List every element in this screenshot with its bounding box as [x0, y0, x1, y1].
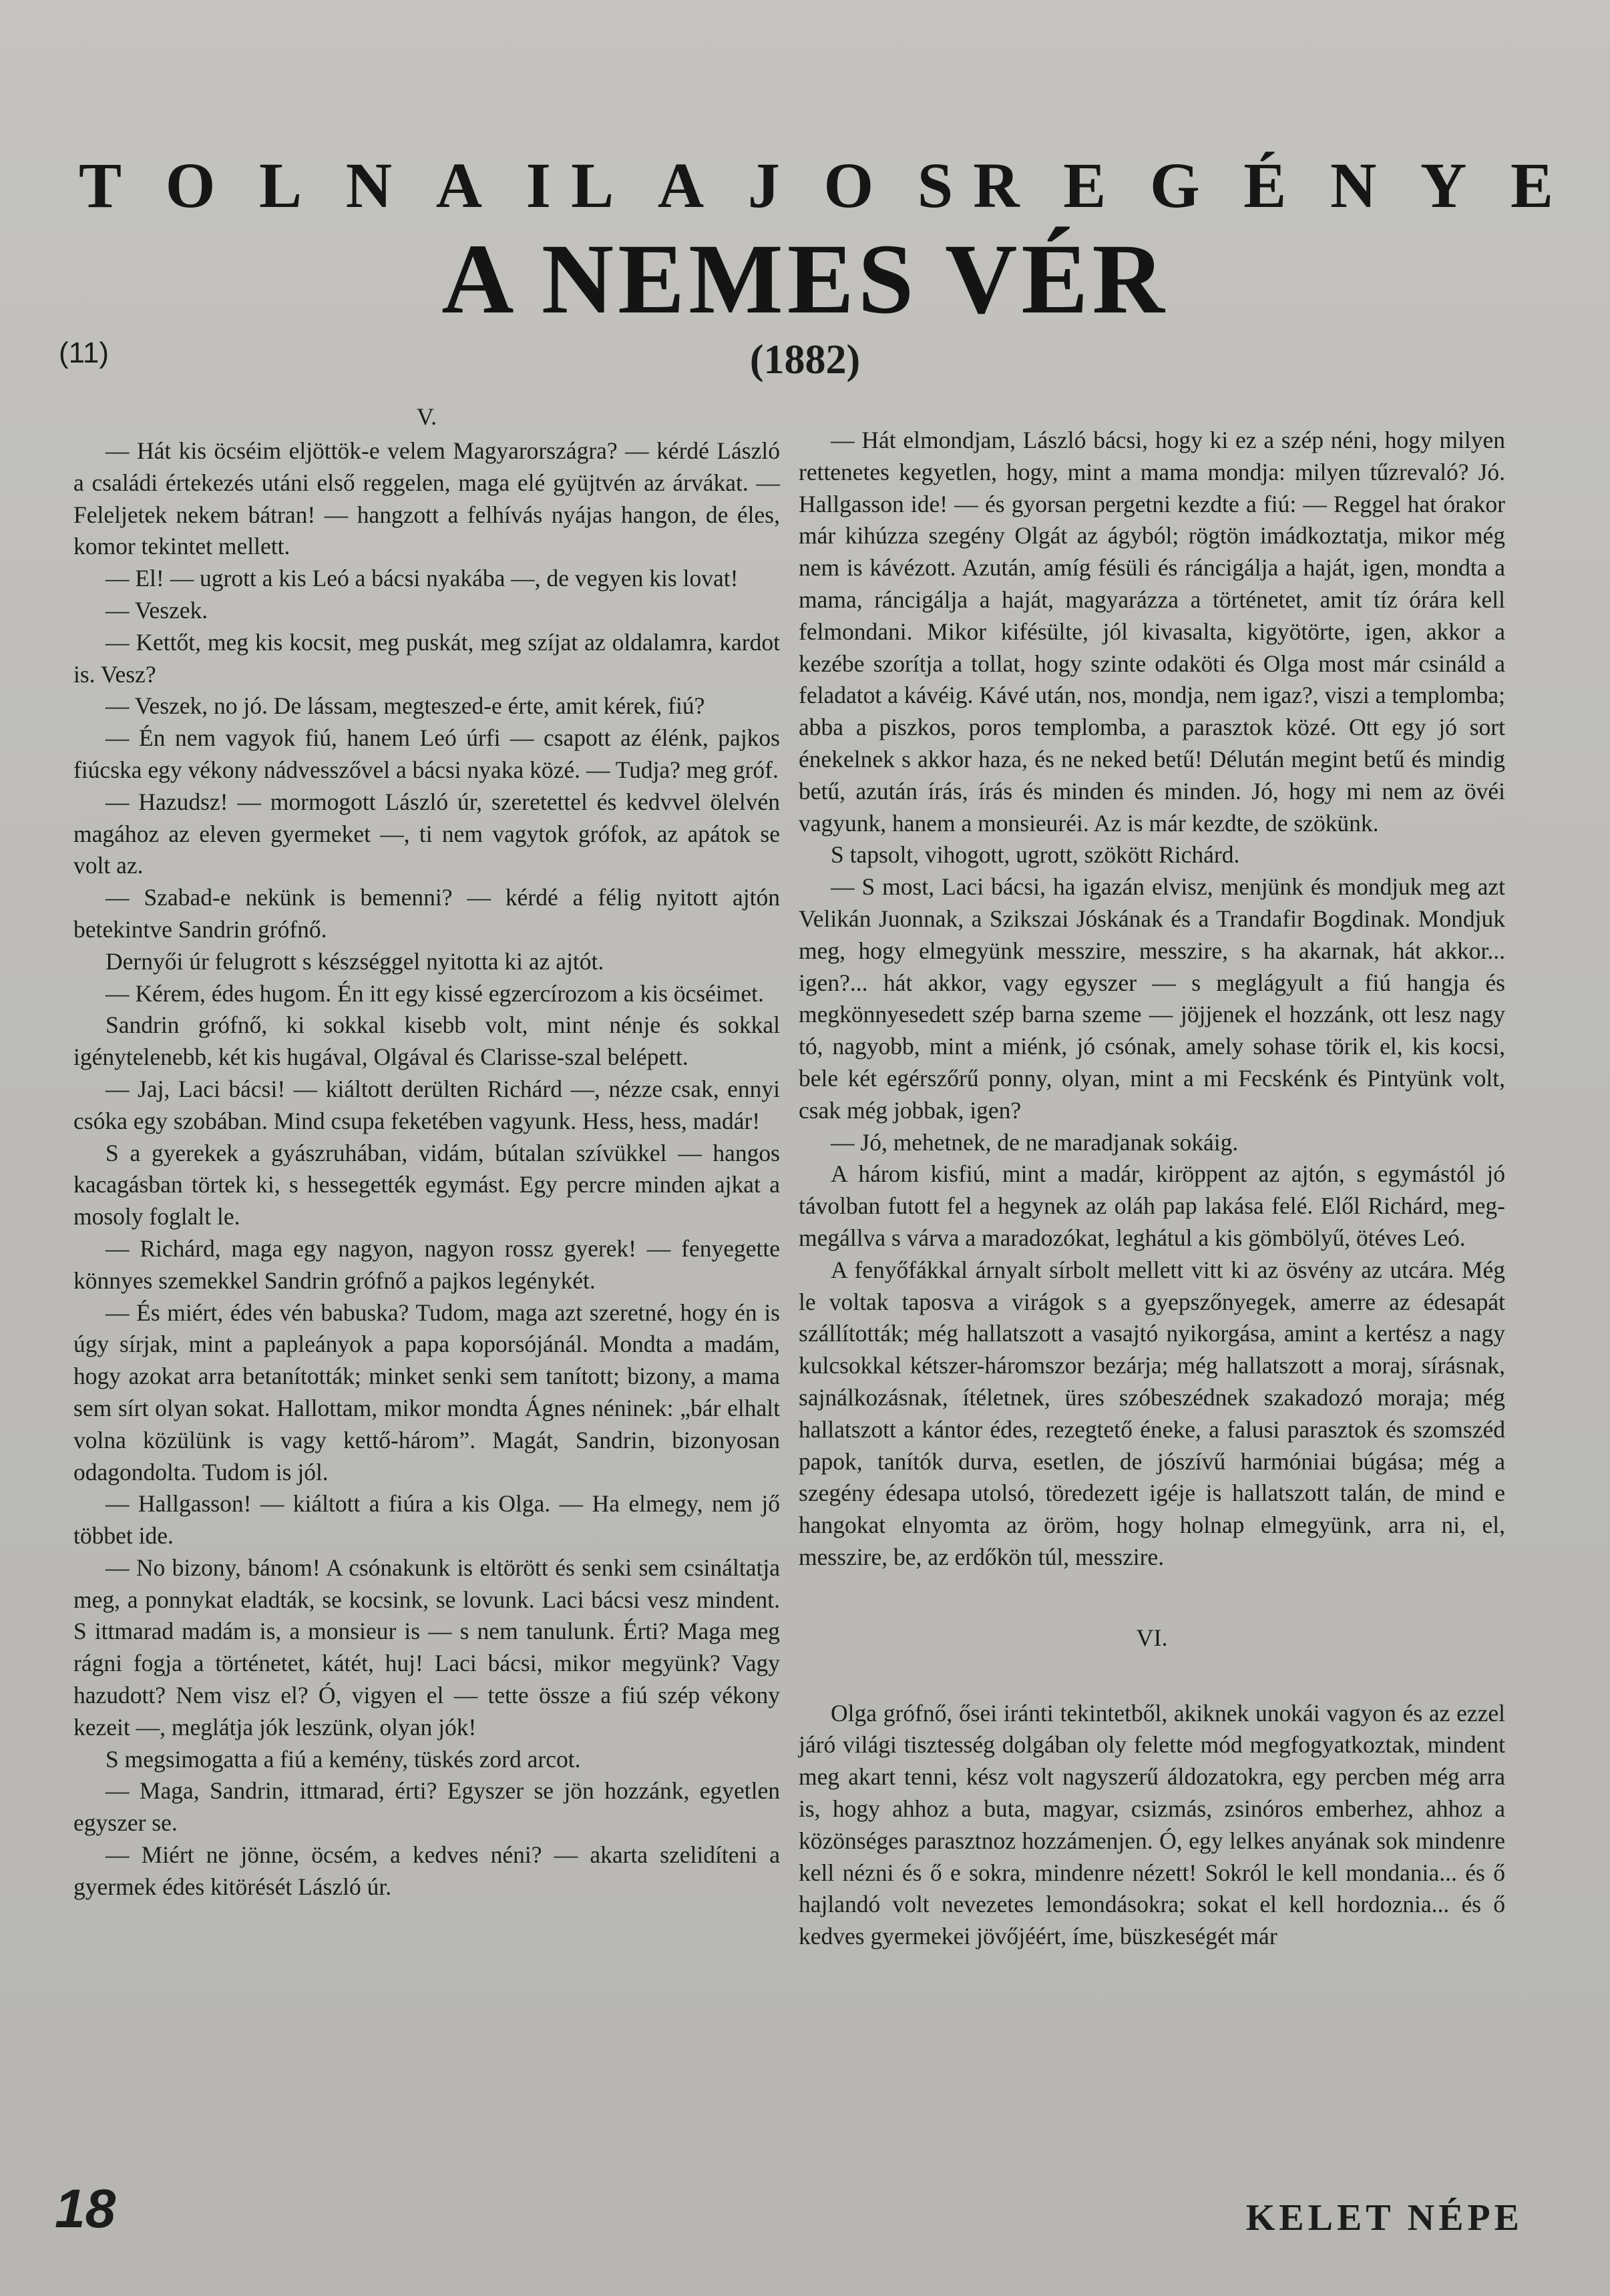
- paragraph: A fenyőfákkal árnyalt sírbolt mellett vitt ki az ösvény az utcára. Még le voltak taposva a virágok s a gyepszőnyegek, amerre az édesapát szállították; még hallatszott a vasajtó nyikorgása, amint a kertész a nagy kulcsokkal kétszer-háromszor bezárja; még hallatszott a moraj, sírásnak, sajnálkozásnak, ítéletnek, üres szóbeszédnek szakadozó moraja; még hallatszott a kántor édes, rezegtető éneke, a falusi parasztok és szomszéd papok, tanítók durva, esetlen, de jószívű harmóniai búgása; még a szegény édesapa utolsó, töredezett igéje is hallatszott talán, de mind e hangokat elnyomta az öröm, hogy holnap elmegyünk, arra ni, el, messzire, be, az erdőkön túl, messzire.: [799, 1256, 1505, 1570]
- right-column: [799, 425, 1505, 1953]
- novel-title: A NEMES VÉR: [441, 224, 1169, 334]
- paragraph: — S most, Laci bácsi, ha igazán elvisz, menjünk és mondjuk meg azt Velikán Juonnak, a Szikszai Jóskának és a Trandafir Bogdinak. Mondjuk meg, hogy elmegyünk messzire, messzire, s ha akarnak, hát akkor... igen?... hát akkor, vagy egyszer — s meglágyult a fiú hangja és megkönnyesedett szép barna szeme — jöjjenek el hozzánk, ott lesz nagy tó, nagyobb, mint a miénk, jó csónak, amely sohase törik el, kis kocsi, bele két egérszőrű ponny, olyan, mint a mi Fecskénk és Pintyünk volt, csak még jobbak, igen?: [799, 873, 1505, 1124]
- paragraph: — No bizony, bánom! A csónakunk is eltörött és senki sem csináltatja meg, a ponnykat eladták, se kocsink, se lovunk. Laci bácsi vesz mindent. S ittmarad madám is, a monsieur is — s nem tanulunk. Érti? Maga meg rágni fogja a történetet, kátét, huj! Laci bácsi, mikor megyünk? Vagy hazudott? Nem visz el? Ó, vigyen el — tette össze a fiú szép vékony kezeit —, meglátja jók leszünk, olyan jók!: [73, 1554, 780, 1741]
- paragraph: — Maga, Sandrin, ittmarad, érti? Egyszer se jön hozzánk, egyetlen egyszer se.: [73, 1777, 780, 1837]
- chapter-heading-vi: VI.: [1136, 1624, 1168, 1651]
- paragraph: Sandrin grófnő, ki sokkal kisebb volt, mint nénje és sokkal igénytelenebb, két kis hugával, Olgával és Clarisse-szal belépett.: [73, 1011, 780, 1071]
- novel-author-header: [79, 148, 1555, 222]
- novel-year: (1882): [749, 337, 861, 383]
- paragraph: — Hát elmondjam, László bácsi, hogy ki ez a szép néni, hogy milyen rettenetes kegyetlen, hogy, mint a mama mondja: milyen tűzrevaló? Jó. Hallgasson ide! — és gyorsan pergetni kezdte a fiú: — Reggel hat órakor már kihúzza szegény Olgát az ágyból; rögtön imádkoztatja, mikor még nem is kávézott. Azután, amíg fésüli és ráncigálja a haját, igen, mondta a mama, ráncigálja a haját, magyarázza a történetet, amit tíz órára kell felmondani. Mikor kifésülte, jól kivasalta, kigyötörte, igen, akkor a kezébe szorítja a tollat, hogy szinte odaköti és Olga most már csináld a feladatot a kávéig. Kávé után, nos, mondja, nem igaz?, viszi a templomba; abba a piszkos, poros templomba, a parasztok közé. Ott egy jó sort énekelnek s akkor haza, és ne neked betű! Délután megint betű és mindig betű, azután írás, írás és minden és minden. Jó, hogy mi nem az övéi vagyunk, hanem a monsieuréi. Az is már kezdte, de szökünk.: [799, 427, 1505, 837]
- paragraph: S megsimogatta a fiú a kemény, tüskés zord arcot.: [106, 1745, 581, 1773]
- magazine-name: KELET NÉPE: [1245, 2197, 1523, 2239]
- author-word-1: T O L N A I: [79, 150, 553, 221]
- paragraph: Dernyői úr felugrott s készséggel nyitotta ki az ajtót.: [106, 947, 604, 975]
- paragraph: — Veszek.: [106, 596, 208, 624]
- paragraph: — Hát kis öcséim eljöttök-e velem Magyarországra? — kérdé László a családi értekezés utáni első reggelen, maga elé gyüjtvén az árvákat. — Feleljetek nekem bátran! — hangzott a felhívás nyájas hangon, de éles, komor tekintet mellett.: [73, 437, 780, 560]
- paragraph: — Kettőt, meg kis kocsit, meg puskát, meg szíjat az oldalamra, kardot is. Vesz?: [73, 628, 780, 688]
- installment-number: (11): [59, 336, 109, 369]
- paragraph: — Miért ne jönne, öcsém, a kedves néni? — akarta szelidíteni a gyermek édes kitörését László úr.: [73, 1841, 780, 1900]
- chapter-heading-v: V.: [416, 403, 437, 430]
- paragraph: — Hallgasson! — kiáltott a fiúra a kis Olga. — Ha elmegy, nem jő többet ide.: [73, 1490, 780, 1550]
- paragraph: S a gyerekek a gyászruhában, vidám, bútalan szívükkel — hangos kacagásban törtek ki, s hessegették egymást. Egy percre minden ajkat a mosoly foglalt le.: [73, 1139, 780, 1230]
- paragraph: — Hazudsz! — mormogott László úr, szeretettel és kedvvel ölelvén magához az eleven gyermeket —, ti nem vagytok grófok, az apátok se volt az.: [73, 788, 780, 879]
- paragraph: Olga grófnő, ősei iránti tekintetből, akiknek unokái vagyon és az ezzel járó világi tisztesség dolgában oly felette mód megfogyatkoztak, mindent meg akart tenni, kész volt nagyszerű áldozatokra, egy percben még arra is, hogy ahhoz a buta, magyar, csizmás, zsinóros emberhez, ahhoz a közönséges parasztnoz hozzámenjen. Ó, egy lelkes anyának sok mindenre kell nézni és ő e sokra, mindenre nézett! Sokról le kell mondania... és ő hajlandó volt nevezetes lemondásokra; sokat el kell hordoznia... és ő kedves gyermekei jövőjéért, íme, büszkeségét már: [799, 1699, 1505, 1950]
- paragraph: — Én nem vagyok fiú, hanem Leó úrfi — csapott az élénk, pajkos fiúcska egy vékony nádvesszővel a bácsi nyaka közé. — Tudja? meg gróf.: [73, 724, 780, 783]
- author-word-2: L A J O S: [571, 150, 955, 221]
- paragraph: A három kisfiú, mint a madár, kiröppent az ajtón, s egymástól jó távolban futott fel a hegynek az oláh pap lakása felé. Elől Richárd, meg-megállva s várva a maradozókat, leghátul a kis gömbölyű, ötéves Leó.: [799, 1160, 1505, 1251]
- paragraph: S tapsolt, vihogott, ugrott, szökött Richárd.: [831, 841, 1240, 869]
- paragraph: — Jó, mehetnek, de ne maradjanak sokáig.: [831, 1128, 1239, 1156]
- author-word-3: R E G É N Y E: [973, 150, 1555, 221]
- page-number: 18: [55, 2178, 116, 2239]
- paragraph: — Kérem, édes hugom. Én itt egy kissé egzercírozom a kis öcséimet.: [106, 979, 764, 1007]
- paragraph: — És miért, édes vén babuska? Tudom, maga azt szeretné, hogy én is úgy sírjak, mint a papleányok a papa koporsójánál. Mondta a madám, hogy azokat arra betanították; minket senki sem tanított; bizony, a mama sem sírt olyan sokat. Hallottam, mikor mondta Ágnes néninek: „bár elhalt volna közülünk is vagy kettő-három”. Magát, Sandrin, bizonyosan odagondolta. Tudom is jól.: [73, 1299, 780, 1485]
- paragraph: — Veszek, no jó. De lássam, megteszed-e érte, amit kérek, fiú?: [106, 692, 705, 720]
- paragraph: — Szabad-e nekünk is bemenni? — kérdé a félig nyitott ajtón betekintve Sandrin grófnő.: [73, 884, 780, 943]
- paragraph: — Richárd, maga egy nagyon, nagyon rossz gyerek! — fenyegette könnyes szemekkel Sandrin grófnő a pajkos legénykét.: [73, 1234, 780, 1294]
- left-column: [73, 401, 780, 1903]
- paragraph: — Jaj, Laci bácsi! — kiáltott derülten Richárd —, nézze csak, ennyi csóka egy szobában. Mind csupa feketében vagyunk. Hess, hess, madár!: [73, 1075, 780, 1134]
- paragraph: — El! — ugrott a kis Leó a bácsi nyakába —, de vegyen kis lovat!: [106, 565, 739, 592]
